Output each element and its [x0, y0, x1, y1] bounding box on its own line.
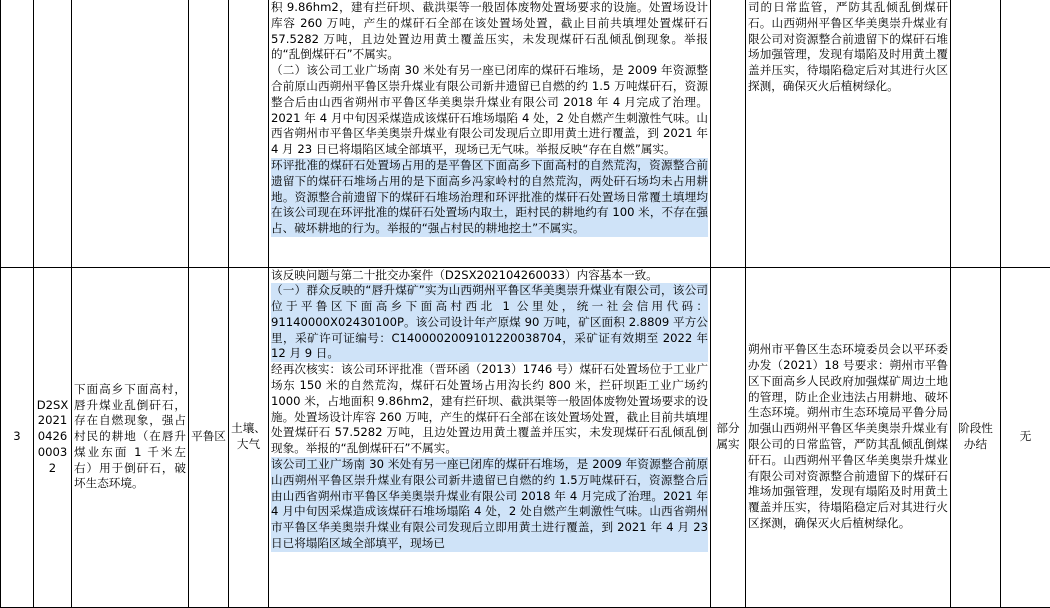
accountability-cell: 无 [1001, 267, 1050, 607]
content-paragraph: （一）群众反映的“唇升煤矿”实为山西朔州平鲁区华美奥崇升煤业有限公司，该公司位于平鲁区下面高乡下面高村西北 1 公里处，统一社会信用代码：91140000X02430100P。该公司设计年产原煤 90 万吨，矿区面积 2.8809 平方公里，采矿许可证编号：C1400002009101220038704，采矿证有效期至 2022 年 12 月 9 日。 [271, 283, 708, 362]
content-paragraph: （二）该公司工业广场南 30 米处有另一座已闭库的煤矸石堆场，是 2009 年资源整合前原山西朔州平鲁区崇升煤业有限公司新井遗留已自燃的约 1.5 万吨煤矸石，资源整合后由山西省朔州市平鲁区华美奥崇升煤业有限公司 2018 年 4 月完成了治理。2021 年 4 月中旬因采煤造成该煤矸石堆场塌陷 4 处，2 处自燃产生刺激性气味。山西省朔州市平鲁区华美奥崇升煤业有限公司发现后立即用黄土进行覆盖，到 2021 年 4 月 23 日已将塌陷区域全部填平，现场已无气味。举报反映“存在自燃”属实。 [271, 63, 708, 158]
measures-cell [746, 0, 951, 267]
case-id [34, 267, 72, 607]
status-cell: 阶段性办结 [951, 267, 1001, 607]
measures-cell [746, 267, 951, 607]
verdict-cell: 部分属实 [711, 267, 746, 607]
table-row-previous [1, 0, 1050, 267]
content-paragraph: 经再次核实：该公司环评批准（晋环函（2013）1746 号）煤矸石处置场位于工业广场东 150 米的自然荒沟，煤矸石处置场占用沟长约 800 米，拦矸坝距工业广场约 1000 米，占地面积 9.86hm2，建有拦矸坝、截洪渠等一般固体废物处置场要求的设施。处置场设计库容 260 万吨，产生的煤矸石全部在该处置场处置，截止目前共填埋处置煤矸石 57.5282 万吨，且边处置边用黄土覆盖并压实，未发现煤矸石乱倾乱倒现象。举报的“乱倒煤矸石”不属实。 [271, 362, 708, 457]
case-id-text: D2SX2021042600032 [37, 398, 69, 475]
content-cell [269, 0, 711, 267]
content-paragraph: 环评批准的煤矸石处置场占用的是平鲁区下面高乡下面高村的自然荒沟，资源整合前遗留下的煤矸石堆场占用的是下面高乡冯家岭村的自然荒沟，两处矸石场均未占用耕地。资源整合前遗留下的煤矸石堆场治理和环评批准的煤矸石处置场日常覆土填埋均在该公司现在环评批准的煤矸石处置场内取土，距村民的耕地约有 100 米，不存在强占、破坏耕地的行为。举报的“强占村民的耕地挖土”不属实。 [271, 158, 708, 237]
district-cell: 平鲁区 [189, 267, 229, 607]
complaint-text: 下面高乡下面高村，唇升煤业乱倒矸石，存在自燃现象，强占村民的耕地（在唇升煤业东面 1 千米左右）用于倒矸石，破坏生态环境。 [74, 382, 186, 493]
complaint-cell [72, 267, 189, 607]
content-paragraph: 该反映问题与第二十批交办案件（D2SX202104260033）内容基本一致。 [271, 268, 708, 284]
content-paragraph: 积 9.86hm2，建有拦矸坝、截洪渠等一般固体废物处置场要求的设施。处置场设计库容 260 万吨，产生的煤矸石全部在该处置场处置，截止目前共填埋处置煤矸石 57.5282 万吨，且边处置边用黄土覆盖压实，未发现煤矸石乱倾乱倒现象。举报的“乱倒煤矸石”不属实。 [271, 0, 708, 63]
row-index: 3 [1, 267, 34, 607]
table-row [1, 267, 1050, 607]
measures-text: 司的日常监管，严防其乱倾乱倒煤矸石。山西朔州平鲁区华美奥崇升煤业有限公司对资源整合前遗留下的煤矸石堆场加强管理，发现有塌陷及时用黄土覆盖并压实，待塌陷稳定后对其进行火区探测，确保灭火后植树绿化。 [748, 0, 948, 95]
pollution-type-cell: 土壤、大气 [229, 267, 269, 607]
measures-text: 朔州市平鲁区生态环境委员会以平环委办发（2021）18 号要求：朔州市平鲁区下面高乡人民政府加强煤矿周边土地的管理，防止企业违法占用耕地、破坏生态环境。朔州市生态环境局平鲁分局加强山西朔州平鲁区华美奥崇升煤业有限公司的日常监管，严防其乱倾乱倒煤矸石。山西朔州平鲁区华美奥崇升煤业有限公司对资源整合前遗留下的煤矸石堆场加强管理，发现有塌陷及时用黄土覆盖并压实，待塌陷稳定后对其进行火区探测，确保灭火后植树绿化。 [748, 342, 948, 532]
content-paragraph: 该公司工业广场南 30 米处有另一座已闭库的煤矸石堆场，是 2009 年资源整合前原山西朔州平鲁区崇升煤业有限公司新井遗留已自燃的约 1.5万吨煤矸石，资源整合后由山西省朔州市平鲁区华美奥崇升煤业有限公司 2018 年 4 月完成了治理。2021 年 4 月中旬因采煤造成该煤矸石堆场塌陷 4 处，2 处自燃产生刺激性气味。山西省朔州市平鲁区华美奥崇升煤业有限公司发现后立即用黄土进行覆盖，到 2021 年 4 月 23 日已将塌陷区域全部填平，现场已 [271, 457, 708, 552]
content-cell [269, 267, 711, 607]
